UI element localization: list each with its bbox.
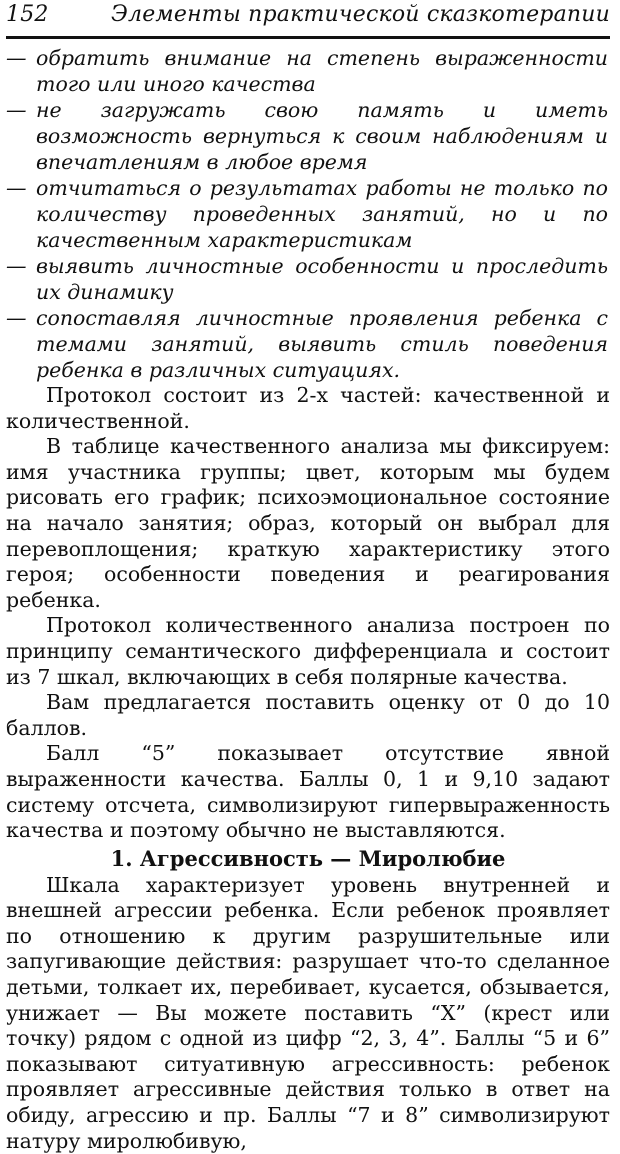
list-item <box>6 305 610 383</box>
section-paragraph: Шкала характеризует уровень внутренней и внешней агрессии ребенка. Если ребенок проявляет по отношению к другим разрушительные или запугивающие действия: разрушает что-то сделанное детьми, толкает их, перебивает, кусается, обзывается, унижает — Вы можете поставить “X” (крест или точку) рядом с одной из цифр “2, 3, 4”. Баллы “5 и 6” показывают ситуативную агрессивность: ребенок проявляет агрессивные действия только в ответ на обиду, агрессию и пр. Баллы “7 и 8” символизируют натуру миролюбивую, <box>6 872 610 1153</box>
bullet-text: отчитаться о результатах работы не только по количеству проведенных занятий, но и по качественным характеристикам <box>36 176 608 252</box>
list-item <box>6 45 610 97</box>
paragraph: Вам предлагается поставить оценку от 0 до 10 баллов. <box>6 690 610 740</box>
bullet-dash: — <box>6 176 27 200</box>
bullet-list <box>6 45 610 383</box>
running-header <box>6 0 610 36</box>
running-title: Элементы практической сказкотерапии <box>110 2 610 27</box>
paragraph: В таблице качественного анализа мы фиксируем: имя участника группы; цвет, которым мы будем рисовать его график; психоэмоциональное состояние на начало занятия; образ, который он выбрал для перевоплощения; краткую характеристику этого героя; особенности поведения и реагирования ребенка. <box>6 434 610 612</box>
paragraph: Балл “5” показывает отсутствие явной выраженности качества. Баллы 0, 1 и 9,10 задают систему отсчета, символизируют гипервыраженность качества и поэтому обычно не выставляются. <box>6 741 610 843</box>
paragraph: Протокол состоит из 2-х частей: качественной и количественной. <box>6 383 610 433</box>
list-item <box>6 253 610 305</box>
page-number: 152 <box>6 2 49 27</box>
bullet-text: выявить личностные особенности и проследить их динамику <box>36 254 608 304</box>
bullet-dash: — <box>6 254 27 278</box>
bullet-dash: — <box>6 306 27 330</box>
header-rule <box>6 36 610 39</box>
bullet-text: сопоставляя личностные проявления ребенка с темами занятий, выявить стиль поведения ребенка в различных ситуациях. <box>36 306 608 382</box>
list-item <box>6 97 610 175</box>
paragraph: Протокол количественного анализа построен по принципу семантического дифференциала и состоит из 7 шкал, включающих в себя полярные качества. <box>6 613 610 689</box>
section-heading: 1. Агрессивность — Миролюбие <box>110 845 506 871</box>
bullet-dash: — <box>6 98 27 122</box>
bullet-dash: — <box>6 46 27 70</box>
list-item <box>6 175 610 253</box>
bullet-text: обратить внимание на степень выраженности того или иного качества <box>36 46 608 96</box>
bullet-text: не загружать свою память и иметь возможность вернуться к своим наблюдениям и впечатлениям в любое время <box>36 98 608 174</box>
